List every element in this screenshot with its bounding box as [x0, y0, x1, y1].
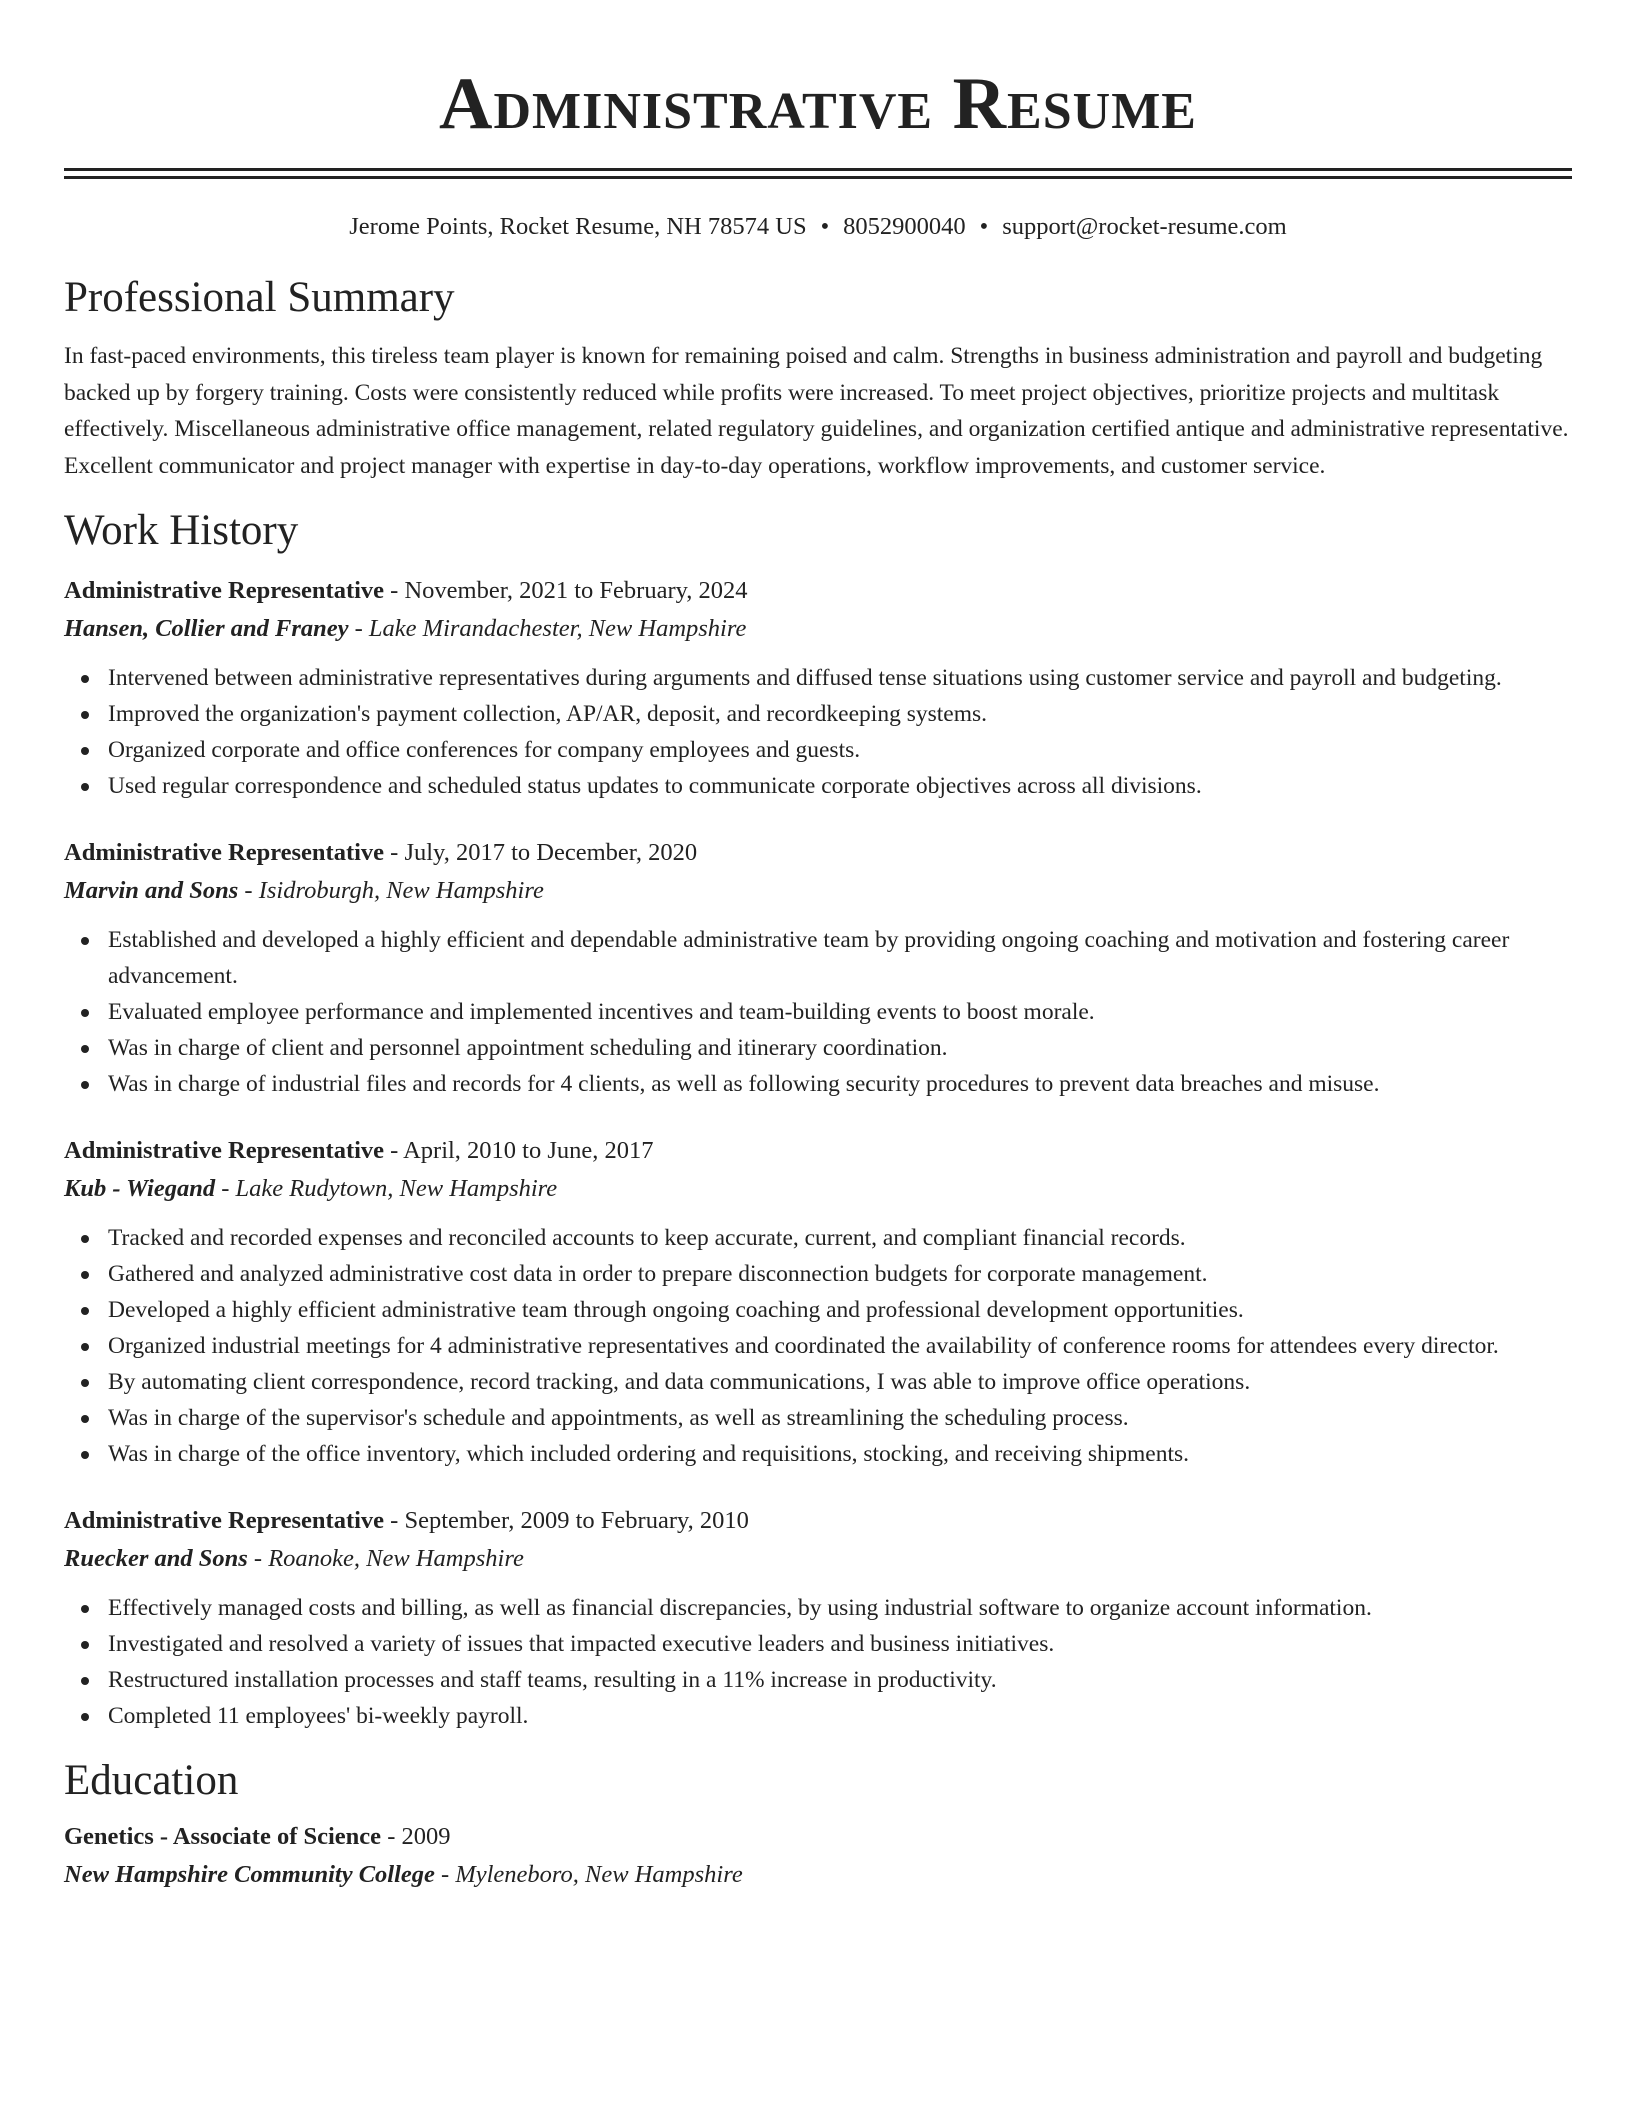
- job-title-line: [64, 572, 1572, 610]
- job-location: - Isidroburgh, New Hampshire: [238, 877, 544, 904]
- job-location: - Lake Rudytown, New Hampshire: [215, 1175, 558, 1202]
- job-bullet: Restructured installation processes and staff teams, resulting in a 11% increase in productivity.: [108, 1662, 1572, 1698]
- job-bullet: Was in charge of industrial files and records for 4 clients, as well as following security procedures to prevent data breaches and misuse.: [108, 1066, 1572, 1102]
- job-company-line: [64, 872, 1572, 910]
- job-spacer: [64, 1472, 1572, 1502]
- job-bullet-list: [64, 922, 1572, 1102]
- job-company: Kub - Wiegand: [64, 1175, 216, 1202]
- job-company-line: [64, 1540, 1572, 1578]
- job-bullet: Effectively managed costs and billing, as well as financial discrepancies, by using industrial software to organize account information.: [108, 1590, 1572, 1626]
- job-bullet: Completed 11 employees' bi-weekly payroll.: [108, 1698, 1572, 1734]
- job-dates: - April, 2010 to June, 2017: [384, 1137, 654, 1164]
- job-title-line: [64, 1502, 1572, 1540]
- job-location: - Lake Mirandachester, New Hampshire: [348, 615, 747, 642]
- job-list: [64, 558, 1572, 1734]
- job-bullet: Developed a highly efficient administrative team through ongoing coaching and professional development opportunities.: [108, 1292, 1572, 1328]
- job-bullet-list: [64, 1220, 1572, 1472]
- job-bullet: Organized industrial meetings for 4 administrative representatives and coordinated the availability of conference rooms for attendees every director.: [108, 1328, 1572, 1364]
- job-title-line: [64, 1132, 1572, 1170]
- job-location: - Roanoke, New Hampshire: [247, 1545, 524, 1572]
- job-bullet: Used regular correspondence and scheduled status updates to communicate corporate objectives across all divisions.: [108, 768, 1572, 804]
- education-degree: Genetics - Associate of Science: [64, 1823, 382, 1850]
- job-company: Hansen, Collier and Franey: [64, 615, 349, 642]
- education-school: New Hampshire Community College: [64, 1861, 435, 1888]
- job-company: Ruecker and Sons: [64, 1545, 248, 1572]
- education-location: - Myleneboro, New Hampshire: [434, 1861, 743, 1888]
- job-role: Administrative Representative: [64, 839, 385, 866]
- job-role: Administrative Representative: [64, 1137, 385, 1164]
- title-divider: [64, 168, 1572, 179]
- job-dates: - July, 2017 to December, 2020: [384, 839, 698, 866]
- job-entry: [64, 834, 1572, 1102]
- job-bullet: Was in charge of the supervisor's schedule and appointments, as well as streamlining the scheduling process.: [108, 1400, 1572, 1436]
- work-history-heading: Work History: [64, 507, 299, 554]
- job-company: Marvin and Sons: [64, 877, 239, 904]
- job-bullet: Was in charge of client and personnel appointment scheduling and itinerary coordination.: [108, 1030, 1572, 1066]
- education-school-line: [64, 1856, 1572, 1894]
- job-spacer: [64, 1102, 1572, 1132]
- contact-line: [64, 209, 1572, 245]
- job-bullet: Improved the organization's payment collection, AP/AR, deposit, and recordkeeping systems.: [108, 696, 1572, 732]
- job-bullet-list: [64, 1590, 1572, 1734]
- job-bullet-list: [64, 660, 1572, 804]
- job-bullet: Gathered and analyzed administrative cost data in order to prepare disconnection budgets for corporate management.: [108, 1256, 1572, 1292]
- resume-title: Administrative Resume: [439, 63, 1197, 145]
- job-entry: [64, 1132, 1572, 1472]
- contact-address: Jerome Points, Rocket Resume, NH 78574 US: [349, 213, 807, 240]
- education-heading: Education: [64, 1757, 239, 1804]
- job-bullet: Was in charge of the office inventory, which included ordering and requisitions, stocking, and receiving shipments.: [108, 1436, 1572, 1472]
- job-entry: [64, 1502, 1572, 1734]
- contact-phone: 8052900040: [843, 213, 966, 240]
- job-dates: - September, 2009 to February, 2010: [384, 1507, 749, 1534]
- job-bullet: Established and developed a highly efficient and dependable administrative team by providing ongoing coaching and motivation and fostering career advancement.: [108, 922, 1572, 994]
- job-bullet: By automating client correspondence, record tracking, and data communications, I was able to improve office operations.: [108, 1364, 1572, 1400]
- job-bullet: Organized corporate and office conferences for company employees and guests.: [108, 732, 1572, 768]
- resume-page: [64, 0, 1572, 1894]
- job-company-line: [64, 1170, 1572, 1208]
- job-bullet: Intervened between administrative representatives during arguments and diffused tense situations using customer service and payroll and budgeting.: [108, 660, 1572, 696]
- job-bullet: Evaluated employee performance and implemented incentives and team-building events to boost morale.: [108, 994, 1572, 1030]
- job-bullet: Investigated and resolved a variety of issues that impacted executive leaders and business initiatives.: [108, 1626, 1572, 1662]
- job-spacer: [64, 558, 1572, 572]
- job-dates: - November, 2021 to February, 2024: [384, 577, 748, 604]
- job-company-line: [64, 610, 1572, 648]
- job-spacer: [64, 804, 1572, 834]
- contact-separator: •: [979, 213, 989, 240]
- job-bullet: Tracked and recorded expenses and reconciled accounts to keep accurate, current, and compliant financial records.: [108, 1220, 1572, 1256]
- job-entry: [64, 572, 1572, 804]
- summary-text: In fast-paced environments, this tireless team player is known for remaining poised and calm. Strengths in business administration and payroll and budgeting backed up by forgery training. Costs were consistently reduced while profits were increased. To meet project objectives, prioritize projects and multitask effectively. Miscellaneous administrative office management, related regulatory guidelines, and organization certified antique and administrative representative. Excellent communicator and project manager with expertise in day-to-day operations, workflow improvements, and customer service.: [64, 343, 1569, 479]
- contact-separator: •: [820, 213, 830, 240]
- job-role: Administrative Representative: [64, 1507, 385, 1534]
- summary-heading: Professional Summary: [64, 274, 455, 321]
- job-role: Administrative Representative: [64, 577, 385, 604]
- education-year: - 2009: [381, 1823, 451, 1850]
- education-degree-line: [64, 1818, 1572, 1856]
- contact-email: support@rocket-resume.com: [1002, 213, 1287, 240]
- job-title-line: [64, 834, 1572, 872]
